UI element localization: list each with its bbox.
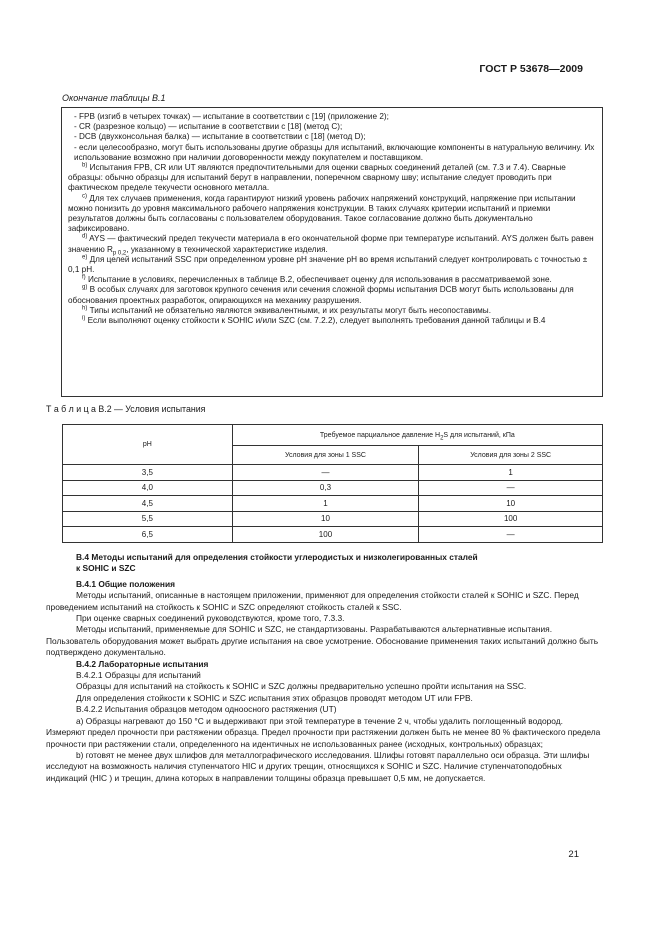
zone2-cell: 1 xyxy=(419,465,603,481)
section-b4-title-cont: к SOHIC и SZC xyxy=(76,563,136,574)
table-row xyxy=(63,496,603,512)
note-h: $^{h)}$ Типы испытаний не обязательно являются эквивалентными, и их результаты могут быть несопоставимы. xyxy=(82,305,491,315)
zone1-cell: 0,3 xyxy=(232,480,419,496)
section-b41-title: В.4.1 Общие положения xyxy=(76,578,175,589)
section-b42-title: В.4.2 Лабораторные испытания xyxy=(76,658,209,669)
table-row xyxy=(63,511,603,527)
note-marker: b) xyxy=(82,162,88,169)
note-cr: - CR (разрезное кольцо) — испытание в соответствии с [18] (метод С); xyxy=(74,122,343,132)
zone2-cell: 10 xyxy=(419,496,603,512)
table-row xyxy=(63,465,603,481)
note-fpb: - FPB (изгиб в четырех точках) — испытание в соответствии с [19] (приложение 2); xyxy=(74,112,389,121)
paragraph: Методы испытаний, применяемые для SOHIC и SZC, не стандартизованы. Разрабатываются альтернативные испытания. Пользователь оборудования может выбрать другие испытания на свое усмотрение. Обоснование применения таких испытаний должно быть подтверждено документально. xyxy=(46,624,599,658)
note-marker: h) xyxy=(82,305,88,312)
page-number: 21 xyxy=(568,849,579,860)
zone1-cell: 100 xyxy=(232,527,419,543)
note-b: $^{b)}$ Испытания FPB, CR или UT являются предпочтительными для оценки сварных соединений деталей (см. 7.3 и 7.4). Сварные образцы: обычно образцы для испытаний берут в направлении, поперечном сварному шву; испытание следует проводить при фактическом пределе текучести основного металла. xyxy=(68,162,566,193)
note-marker: f) xyxy=(82,274,86,281)
paragraph: При оценке сварных соединений руководствуются, кроме того, 7.3.3. xyxy=(76,613,345,624)
note-marker: e) xyxy=(82,254,88,261)
header-ph: pH xyxy=(63,425,233,465)
ph-cell: 5,5 xyxy=(63,511,233,527)
ph-cell: 3,5 xyxy=(63,465,233,481)
rp-subscript: p 0,2 xyxy=(112,250,127,257)
note-marker: d) xyxy=(82,233,88,240)
note-marker: g) xyxy=(82,284,88,291)
note-marker: c) xyxy=(82,192,87,199)
note-e: $^{e)}$ Для целей испытаний SSC при определенном уровне pH значение pH во время испытаний следует контролировать с точностью ± 0,1 pH. xyxy=(68,254,588,275)
note-c: $^{c)}$ Для тех случаев применения, когда гарантируют низкий уровень рабочих напряжений конструкций, напряжение при испытании можно понизить до уровня максимального рабочего напряжения конструкции. В таких случаях критерии испытаний и приемки результатов должны быть согласованы с пользователем оборудования. Такое согласование должно быть документально зафиксировано. xyxy=(68,192,576,234)
paragraph: Методы испытаний, описанные в настоящем приложении, применяют для определения стойкости сталей к SOHIC и SZC. Перед проведением испытаний на стойкость к SOHIC и SZC определяют стойкость сталей к SSC. xyxy=(46,590,579,612)
ph-cell: 4,5 xyxy=(63,496,233,512)
header-zone-2: Условия для зоны 2 SSC xyxy=(419,446,603,465)
section-b4-title: В.4 Методы испытаний для определения стойкости углеродистых и низколегированных сталей xyxy=(76,552,478,562)
note-g: $^{g)}$ В особых случаях для заготовок крупного сечения или сечения сложной формы испытания DCB могут быть использованы для обоснования проектных разработок, опирающихся на механику разрушения. xyxy=(68,284,574,305)
zone1-cell: — xyxy=(232,465,419,481)
zone2-cell: — xyxy=(419,480,603,496)
paragraph: а) Образцы нагревают до 150 °С и выдерживают при этой температуре в течение 2 ч, чтобы удалить поглощенный водород. Измеряют предел прочности при растяжении образца. Предел прочности при растяжении должен быть не менее 80 % фактического предела прочности при растяжении стали, определенного на идентичных не использованных ранее (исходных, контрольных) образцах; xyxy=(46,715,601,749)
standard-code: ГОСТ Р 53678—2009 xyxy=(479,63,583,75)
paragraph: Образцы для испытаний на стойкость к SOHIC и SZC должны предварительно успешно пройти испытания на SSC. xyxy=(76,681,527,692)
note-f: $^{f)}$ Испытание в условиях, перечисленных в таблице В.2, обеспечивает оценку для использования в рассматриваемой зоне. xyxy=(82,274,552,285)
table-row xyxy=(63,480,603,496)
subsection-b421-title: В.4.2.1 Образцы для испытаний xyxy=(76,670,201,681)
table-b2-title: Т а б л и ц а В.2 — Условия испытания xyxy=(46,404,206,414)
ph-cell: 6,5 xyxy=(63,527,233,543)
table-b2-test-conditions xyxy=(62,424,603,543)
header-partial-pressure: Требуемое парциальное давление $H_2S$ для испытаний, кПа xyxy=(232,425,602,446)
note-d: $^{d)}$ AYS — фактический предел текучести материала в его окончательной форме при температуре испытаний. AYS должен быть равен значению $R_{p 0,2}$, указанному в технической характеристике изделия. xyxy=(68,233,594,257)
note-marker: i) xyxy=(82,315,86,322)
zone2-cell: 100 xyxy=(419,511,603,527)
paragraph: Для определения стойкости к SOHIC и SZC испытания этих образцов проводят методом UT или FPB. xyxy=(76,692,473,703)
zone1-cell: 1 xyxy=(232,496,419,512)
ph-cell: 4,0 xyxy=(63,480,233,496)
note-other-specimens: - если целесообразно, могут быть использованы другие образцы для испытаний, включающие компоненты в натуральную величину. Их использование возможно при наличии договоренности между покупателем и поставщиком. xyxy=(74,142,595,162)
zone1-cell: 10 xyxy=(232,511,419,527)
table-continuation-caption: Окончание таблицы В.1 xyxy=(62,93,166,103)
table-b1-notes-box xyxy=(61,107,603,397)
subsection-b422-title: В.4.2.2 Испытания образцов методом одноосного растяжения (UT) xyxy=(76,704,337,715)
note-i: $^{i)}$ Если выполняют оценку стойкости к SOHIC и/или SZC (см. 7.2.2), следует выполнять требования данной таблицы и В.4 xyxy=(82,315,546,326)
paragraph: b) готовят не менее двух шлифов для металлографического исследования. Шлифы готовят параллельно оси образца. Эти шлифы исследуют на возможность наличия ступенчатого HIC и других трещин, относящихся к SOHIC и SZC. Наличие ступенчатоподобных индикаций (HIC ) и трещин, длина которых в направлении толщины образца превышает 0,5 мм, не допускается. xyxy=(46,749,590,783)
header-zone-1: Условия для зоны 1 SSC xyxy=(232,446,419,465)
section-b4-body xyxy=(46,552,603,784)
zone2-cell: — xyxy=(419,527,603,543)
table-row xyxy=(63,527,603,543)
note-dcb: - DCB (двухконсольная балка) — испытание в соответствии с [18] (метод D); xyxy=(74,132,366,142)
